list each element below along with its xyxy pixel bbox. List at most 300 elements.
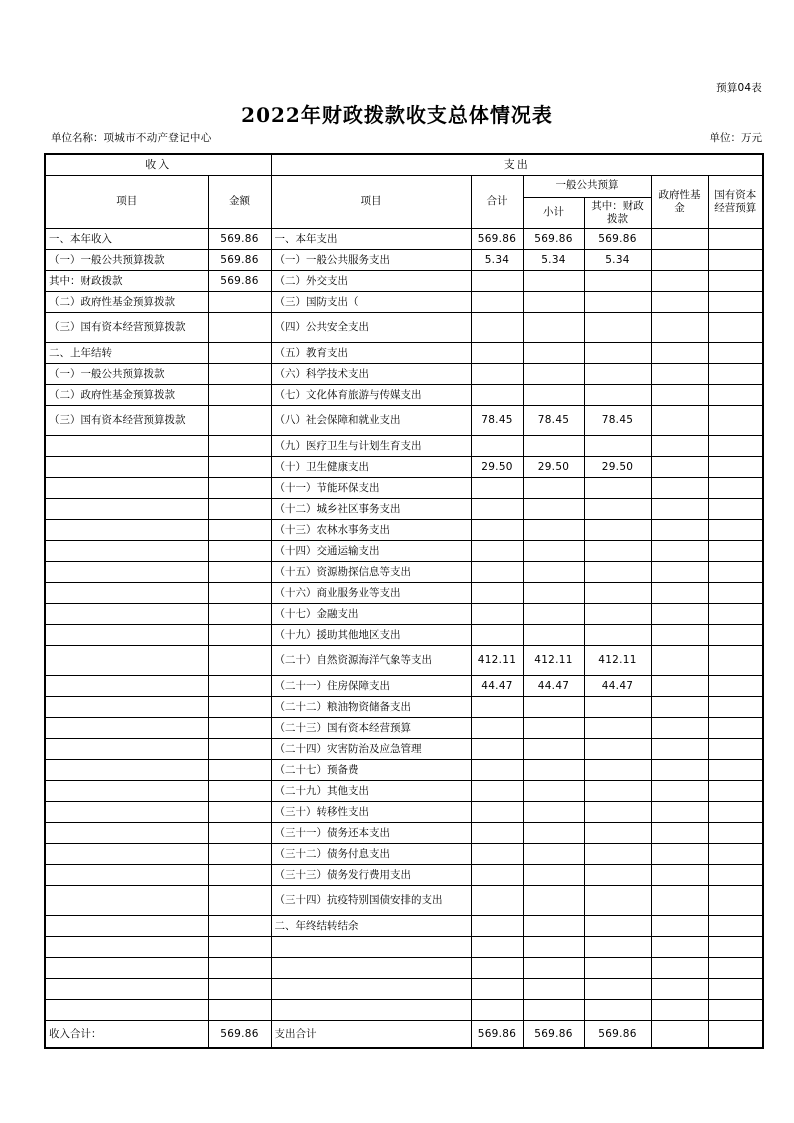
expense-subtotal-value: 44.47: [523, 676, 584, 697]
expense-appropriation-value: [584, 958, 651, 979]
income-amount-value: [208, 718, 271, 739]
table-row: [45, 583, 763, 604]
expense-total-value: [471, 844, 523, 865]
expense-state-capital-value: [708, 1000, 763, 1021]
expense-total-gov-fund-value: [651, 1021, 708, 1049]
income-amount-value: [208, 292, 271, 313]
expense-gov-fund-value: [651, 802, 708, 823]
expense-item-label: （二）外交支出: [271, 271, 471, 292]
expense-state-capital-value: [708, 385, 763, 406]
income-item-label: （二）政府性基金预算拨款: [45, 292, 208, 313]
expense-subtotal-value: 29.50: [523, 457, 584, 478]
page-title: 2022年财政拨款收支总体情况表: [241, 103, 553, 127]
income-item-label: [45, 676, 208, 697]
expense-item-label: （十五）资源勘探信息等支出: [271, 562, 471, 583]
income-amount-value: [208, 562, 271, 583]
income-amount-value: [208, 499, 271, 520]
expense-gov-fund-value: [651, 604, 708, 625]
header-expense-item: 项目: [271, 175, 471, 229]
table-row: [45, 385, 763, 406]
expense-appropriation-value: [584, 271, 651, 292]
income-item-label: 一、本年收入: [45, 229, 208, 250]
income-item-label: [45, 697, 208, 718]
expense-appropriation-value: 78.45: [584, 406, 651, 436]
expense-state-capital-value: [708, 292, 763, 313]
income-item-label: [45, 499, 208, 520]
expense-gov-fund-value: [651, 499, 708, 520]
income-item-label: [45, 802, 208, 823]
form-code-label: 预算04表: [716, 82, 762, 94]
income-amount-value: [208, 478, 271, 499]
header-subgroup-row: [45, 175, 763, 197]
income-item-label: [45, 865, 208, 886]
expense-total-value: [471, 364, 523, 385]
expense-appropriation-value: [584, 979, 651, 1000]
income-amount-value: [208, 541, 271, 562]
expense-gov-fund-value: [651, 406, 708, 436]
table-row: [45, 886, 763, 916]
income-item-label: （三）国有资本经营预算拨款: [45, 406, 208, 436]
table-row: [45, 625, 763, 646]
expense-state-capital-value: [708, 604, 763, 625]
expense-gov-fund-value: [651, 865, 708, 886]
expense-state-capital-value: [708, 364, 763, 385]
expense-item-label: [271, 937, 471, 958]
expense-gov-fund-value: [651, 625, 708, 646]
expense-total-value: 412.11: [471, 646, 523, 676]
expense-total-value: [471, 1000, 523, 1021]
expense-item-label: [271, 958, 471, 979]
income-amount-value: 569.86: [208, 229, 271, 250]
income-item-label: [45, 562, 208, 583]
expense-state-capital-value: [708, 697, 763, 718]
income-total-value: 569.86: [208, 1021, 271, 1049]
income-amount-value: 569.86: [208, 250, 271, 271]
income-item-label: [45, 436, 208, 457]
expense-subtotal-value: [523, 823, 584, 844]
table-row: [45, 646, 763, 676]
expense-gov-fund-value: [651, 292, 708, 313]
expense-item-label: （十二）城乡社区事务支出: [271, 499, 471, 520]
expense-gov-fund-value: [651, 364, 708, 385]
expense-total-value: 5.34: [471, 250, 523, 271]
income-item-label: （一）一般公共预算拨款: [45, 250, 208, 271]
expense-item-label: （三十四）抗疫特别国债安排的支出: [271, 886, 471, 916]
table-row: [45, 1000, 763, 1021]
expense-appropriation-value: [584, 499, 651, 520]
expense-item-label: （二十）自然资源海洋气象等支出: [271, 646, 471, 676]
expense-gov-fund-value: [651, 760, 708, 781]
expense-subtotal-value: [523, 436, 584, 457]
expense-gov-fund-value: [651, 739, 708, 760]
income-item-label: （二）政府性基金预算拨款: [45, 385, 208, 406]
expense-state-capital-value: [708, 886, 763, 916]
expense-state-capital-value: [708, 229, 763, 250]
expense-gov-fund-value: [651, 583, 708, 604]
expense-state-capital-value: [708, 844, 763, 865]
expense-appropriation-value: [584, 562, 651, 583]
expense-appropriation-value: [584, 520, 651, 541]
table-row: [45, 781, 763, 802]
expense-subtotal-value: [523, 865, 584, 886]
expense-total-value: [471, 583, 523, 604]
expense-total-value: [471, 739, 523, 760]
income-amount-value: [208, 604, 271, 625]
expense-appropriation-value: [584, 697, 651, 718]
expense-appropriation-value: [584, 385, 651, 406]
income-item-label: [45, 604, 208, 625]
expense-subtotal-value: [523, 271, 584, 292]
table-row: [45, 823, 763, 844]
expense-total-value: [471, 625, 523, 646]
income-item-label: [45, 718, 208, 739]
expense-state-capital-value: [708, 478, 763, 499]
table-row: [45, 250, 763, 271]
expense-state-capital-value: [708, 916, 763, 937]
table-row: [45, 478, 763, 499]
expense-subtotal-value: [523, 583, 584, 604]
expense-gov-fund-value: [651, 646, 708, 676]
income-item-label: （一）一般公共预算拨款: [45, 364, 208, 385]
income-amount-value: [208, 646, 271, 676]
expense-state-capital-value: [708, 760, 763, 781]
table-row: [45, 844, 763, 865]
income-item-label: [45, 646, 208, 676]
expense-total-value: [471, 718, 523, 739]
income-item-label: [45, 478, 208, 499]
table-row: [45, 958, 763, 979]
table-row: [45, 865, 763, 886]
expense-subtotal-value: [523, 292, 584, 313]
expense-total-value: [471, 313, 523, 343]
table-row: [45, 541, 763, 562]
income-item-label: [45, 457, 208, 478]
header-group-row: [45, 154, 763, 175]
income-amount-value: [208, 343, 271, 364]
expense-total-value: [471, 541, 523, 562]
income-amount-value: [208, 364, 271, 385]
expense-total-value: [471, 958, 523, 979]
expense-gov-fund-value: [651, 271, 708, 292]
expense-appropriation-value: [584, 478, 651, 499]
expense-state-capital-value: [708, 250, 763, 271]
expense-subtotal-value: [523, 844, 584, 865]
expense-subtotal-value: 5.34: [523, 250, 584, 271]
income-item-label: [45, 823, 208, 844]
header-expense-total: 合计: [471, 175, 523, 229]
income-item-label: [45, 979, 208, 1000]
expense-total-subtotal-value: 569.86: [523, 1021, 584, 1049]
expense-total-value: [471, 478, 523, 499]
income-amount-value: [208, 886, 271, 916]
expense-total-appropriation-value: 569.86: [584, 1021, 651, 1049]
table-row: [45, 343, 763, 364]
expense-item-label: （二十三）国有资本经营预算: [271, 718, 471, 739]
expense-subtotal-value: [523, 886, 584, 916]
expense-state-capital-value: [708, 958, 763, 979]
expense-total-value: [471, 292, 523, 313]
income-item-label: [45, 916, 208, 937]
table-row: [45, 916, 763, 937]
expense-gov-fund-value: [651, 250, 708, 271]
expense-appropriation-value: [584, 937, 651, 958]
expense-item-label: （五）教育支出: [271, 343, 471, 364]
expense-appropriation-value: [584, 739, 651, 760]
totals-row: [45, 1021, 763, 1049]
income-amount-value: [208, 436, 271, 457]
expense-total-value: [471, 979, 523, 1000]
expense-appropriation-value: [584, 802, 651, 823]
table-row: [45, 499, 763, 520]
income-item-label: [45, 583, 208, 604]
expense-item-label: （十）卫生健康支出: [271, 457, 471, 478]
expense-total-value: [471, 823, 523, 844]
income-amount-value: [208, 1000, 271, 1021]
table-row: [45, 436, 763, 457]
income-amount-value: 569.86: [208, 271, 271, 292]
income-amount-value: [208, 625, 271, 646]
table-row: [45, 229, 763, 250]
expense-appropriation-value: [584, 343, 651, 364]
expense-gov-fund-value: [651, 343, 708, 364]
expense-total-value: [471, 604, 523, 625]
expense-state-capital-value: [708, 676, 763, 697]
expense-state-capital-value: [708, 313, 763, 343]
expense-gov-fund-value: [651, 676, 708, 697]
header-general-public-budget: 一般公共预算: [523, 175, 651, 197]
expense-state-capital-value: [708, 583, 763, 604]
expense-total-value: [471, 865, 523, 886]
expense-subtotal-value: [523, 499, 584, 520]
income-amount-value: [208, 385, 271, 406]
table-row: [45, 457, 763, 478]
income-item-label: [45, 541, 208, 562]
expense-subtotal-value: [523, 625, 584, 646]
income-item-label: （三）国有资本经营预算拨款: [45, 313, 208, 343]
expense-subtotal-value: [523, 364, 584, 385]
expense-subtotal-value: [523, 313, 584, 343]
table-row: [45, 676, 763, 697]
expense-gov-fund-value: [651, 457, 708, 478]
expense-gov-fund-value: [651, 979, 708, 1000]
expense-state-capital-value: [708, 625, 763, 646]
expense-total-value: [471, 781, 523, 802]
expense-gov-fund-value: [651, 229, 708, 250]
expense-appropriation-value: [584, 1000, 651, 1021]
expense-appropriation-value: [584, 823, 651, 844]
expense-total-value: [471, 385, 523, 406]
income-item-label: [45, 958, 208, 979]
header-subtotal: 小计: [523, 197, 584, 229]
expense-appropriation-value: [584, 313, 651, 343]
income-amount-value: [208, 583, 271, 604]
table-row: [45, 313, 763, 343]
expense-gov-fund-value: [651, 844, 708, 865]
expense-appropriation-value: [584, 886, 651, 916]
expense-total-value: [471, 937, 523, 958]
table-row: [45, 271, 763, 292]
meta-row: [44, 130, 762, 146]
expense-item-label: （八）社会保障和就业支出: [271, 406, 471, 436]
income-amount-value: [208, 313, 271, 343]
header-income-group: 收入: [45, 154, 271, 175]
expense-subtotal-value: [523, 739, 584, 760]
expense-item-label: （三十）转移性支出: [271, 802, 471, 823]
expense-gov-fund-value: [651, 478, 708, 499]
expense-item-label: （三）国防支出（: [271, 292, 471, 313]
expense-total-value: [471, 499, 523, 520]
table-row: [45, 760, 763, 781]
table-row: [45, 364, 763, 385]
expense-item-label: （十四）交通运输支出: [271, 541, 471, 562]
expense-item-label: （三十三）债务发行费用支出: [271, 865, 471, 886]
expense-appropriation-value: [584, 781, 651, 802]
expense-state-capital-value: [708, 802, 763, 823]
expense-appropriation-value: [584, 625, 651, 646]
expense-state-capital-value: [708, 823, 763, 844]
expense-subtotal-value: [523, 979, 584, 1000]
expense-state-capital-value: [708, 781, 763, 802]
expense-item-label: （九）医疗卫生与计划生育支出: [271, 436, 471, 457]
expense-appropriation-value: [584, 541, 651, 562]
expense-item-label: （十三）农林水事务支出: [271, 520, 471, 541]
expense-subtotal-value: 78.45: [523, 406, 584, 436]
table-row: [45, 739, 763, 760]
expense-subtotal-value: [523, 958, 584, 979]
income-total-label: 收入合计：: [45, 1021, 208, 1049]
expense-total-state-capital-value: [708, 1021, 763, 1049]
table-row: [45, 604, 763, 625]
table-body: [45, 229, 763, 1049]
expense-item-label: （十一）节能环保支出: [271, 478, 471, 499]
expense-state-capital-value: [708, 865, 763, 886]
expense-appropriation-value: [584, 436, 651, 457]
expense-item-label: （一）一般公共服务支出: [271, 250, 471, 271]
header-gov-fund: 政府性基金: [651, 175, 708, 229]
expense-total-value: [471, 343, 523, 364]
expense-gov-fund-value: [651, 562, 708, 583]
expense-item-label: [271, 1000, 471, 1021]
table-row: [45, 406, 763, 436]
income-item-label: [45, 886, 208, 916]
expense-appropriation-value: [584, 292, 651, 313]
expense-appropriation-value: [584, 865, 651, 886]
table-row: [45, 937, 763, 958]
expense-state-capital-value: [708, 937, 763, 958]
expense-appropriation-value: 5.34: [584, 250, 651, 271]
expense-subtotal-value: [523, 916, 584, 937]
income-item-label: [45, 781, 208, 802]
income-amount-value: [208, 760, 271, 781]
expense-item-label: （七）文化体育旅游与传媒支出: [271, 385, 471, 406]
expense-total-value: [471, 436, 523, 457]
income-item-label: 其中：财政拨款: [45, 271, 208, 292]
expense-total-value: [471, 271, 523, 292]
expense-total-value: 29.50: [471, 457, 523, 478]
income-amount-value: [208, 937, 271, 958]
income-item-label: 二、上年结转: [45, 343, 208, 364]
expense-total-value: [471, 886, 523, 916]
income-item-label: [45, 844, 208, 865]
income-amount-value: [208, 916, 271, 937]
expense-gov-fund-value: [651, 385, 708, 406]
expense-subtotal-value: [523, 718, 584, 739]
expense-state-capital-value: [708, 499, 763, 520]
expense-state-capital-value: [708, 406, 763, 436]
expense-subtotal-value: [523, 781, 584, 802]
expense-gov-fund-value: [651, 313, 708, 343]
table-row: [45, 697, 763, 718]
table-row: [45, 979, 763, 1000]
expense-appropriation-value: [584, 844, 651, 865]
expense-total-label: 支出合计: [271, 1021, 471, 1049]
expense-gov-fund-value: [651, 781, 708, 802]
income-amount-value: [208, 457, 271, 478]
expense-subtotal-value: [523, 802, 584, 823]
expense-item-label: （二十二）粮油物资储备支出: [271, 697, 471, 718]
expense-gov-fund-value: [651, 823, 708, 844]
income-amount-value: [208, 823, 271, 844]
income-amount-value: [208, 739, 271, 760]
expense-gov-fund-value: [651, 916, 708, 937]
table-row: [45, 292, 763, 313]
expense-gov-fund-value: [651, 1000, 708, 1021]
expense-appropriation-value: [584, 604, 651, 625]
unit-name-block: [51, 130, 212, 145]
expense-state-capital-value: [708, 457, 763, 478]
income-amount-value: [208, 406, 271, 436]
expense-item-label: [271, 979, 471, 1000]
expense-subtotal-value: [523, 697, 584, 718]
expense-subtotal-value: [523, 343, 584, 364]
income-item-label: [45, 760, 208, 781]
header-income-item: 项目: [45, 175, 208, 229]
unit-name-value: 项城市不动产登记中心: [103, 132, 212, 144]
income-item-label: [45, 1000, 208, 1021]
income-amount-value: [208, 676, 271, 697]
expense-item-label: （二十四）灾害防治及应急管理: [271, 739, 471, 760]
expense-state-capital-value: [708, 562, 763, 583]
expense-state-capital-value: [708, 718, 763, 739]
expense-gov-fund-value: [651, 718, 708, 739]
expense-state-capital-value: [708, 436, 763, 457]
expense-subtotal-value: [523, 604, 584, 625]
expense-subtotal-value: 412.11: [523, 646, 584, 676]
expense-item-label: （三十二）债务付息支出: [271, 844, 471, 865]
expense-item-label: （十六）商业服务业等支出: [271, 583, 471, 604]
expense-item-label: （四）公共安全支出: [271, 313, 471, 343]
header-income-amount: 金额: [208, 175, 271, 229]
expense-subtotal-value: [523, 478, 584, 499]
expense-appropriation-value: [584, 916, 651, 937]
expense-item-label: （二十九）其他支出: [271, 781, 471, 802]
income-amount-value: [208, 781, 271, 802]
expense-total-value: 569.86: [471, 229, 523, 250]
expense-subtotal-value: [523, 520, 584, 541]
expense-appropriation-value: [584, 583, 651, 604]
expense-subtotal-value: [523, 760, 584, 781]
expense-item-label: （三十一）债务还本支出: [271, 823, 471, 844]
expense-total-total-value: 569.86: [471, 1021, 523, 1049]
expense-item-label: （十九）援助其他地区支出: [271, 625, 471, 646]
expense-item-label: （十七）金融支出: [271, 604, 471, 625]
table-header: [45, 154, 763, 229]
table-row: [45, 520, 763, 541]
expense-total-value: [471, 520, 523, 541]
income-amount-value: [208, 802, 271, 823]
amount-unit-label: 单位：万元: [709, 132, 762, 144]
expense-appropriation-value: [584, 364, 651, 385]
